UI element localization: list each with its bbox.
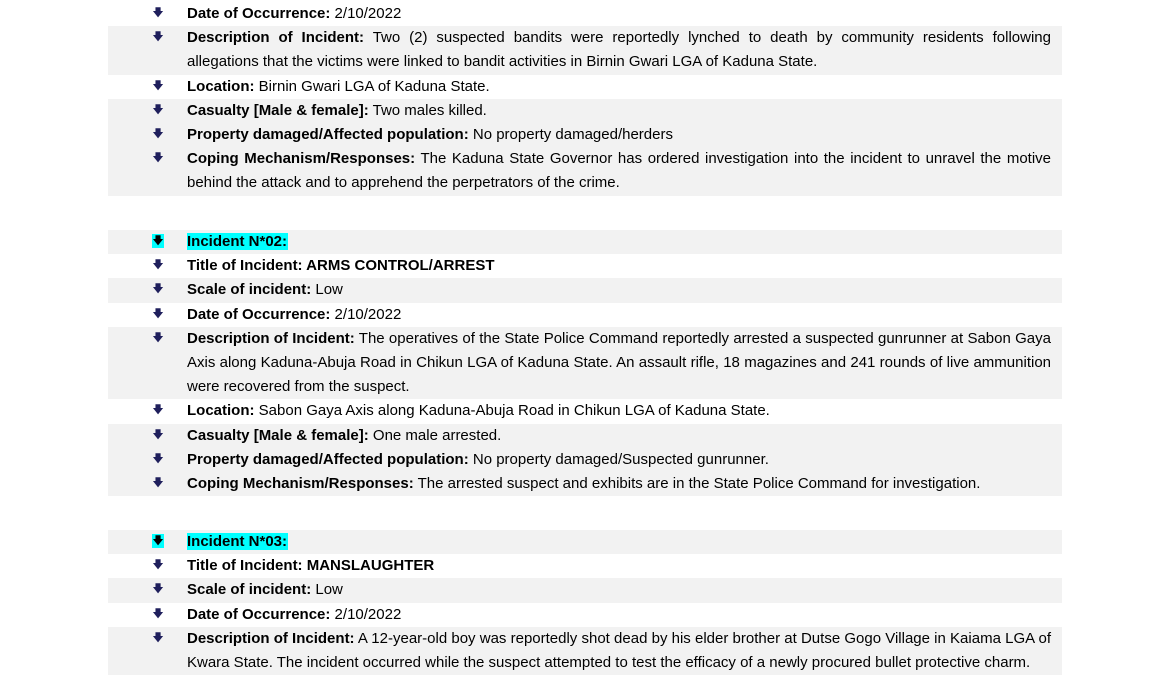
scale-label: Scale of incident:: [187, 581, 312, 599]
location-value: Sabon Gaya Axis along Kaduna-Abuja Road in Chikun LGA of Kaduna State.: [254, 402, 770, 420]
title-label: Title of Incident:: [187, 257, 303, 275]
incident-01-section: [108, 2, 1062, 196]
location-value: Birnin Gwari LGA of Kaduna State.: [254, 77, 490, 95]
arrow-down-icon: 🡇: [152, 477, 164, 490]
scale-value: Low: [311, 281, 343, 299]
arrow-down-icon: 🡇: [152, 31, 164, 44]
arrow-down-icon: 🡇: [152, 404, 164, 417]
property-label: Property damaged/Affected population:: [187, 126, 469, 144]
title-label: Title of Incident:: [187, 557, 303, 575]
date-value: 2/10/2022: [330, 605, 402, 623]
title-value: MANSLAUGHTER: [302, 557, 435, 575]
incident-heading-row: [108, 530, 1062, 554]
date-value: 2/10/2022: [330, 5, 402, 22]
arrow-down-icon: 🡇: [152, 535, 164, 547]
casualty-row: [108, 99, 1062, 123]
arrow-down-icon: 🡇: [152, 428, 164, 441]
casualty-value: Two males killed.: [368, 101, 487, 119]
arrow-down-icon: 🡇: [152, 283, 164, 296]
description-label: Description of Incident:: [187, 29, 365, 47]
scale-row: [108, 578, 1062, 602]
incident-heading: Incident N*02:: [187, 233, 288, 250]
coping-value: The arrested suspect and exhibits are in the State Police Command for investigation.: [413, 475, 981, 493]
coping-row: [108, 472, 1062, 496]
location-row: [108, 75, 1062, 99]
coping-label: Coping Mechanism/Responses:: [187, 475, 414, 493]
description-value: The operatives of the State Police Command reportedly arrested a suspected gunrunner at Sabon Gaya Axis along Kaduna-Abuja Road in Chikun LGA of Kaduna State. An assault rifle, 18 magazines and 241 rounds of live ammunition were recovered from the suspect.: [187, 329, 1051, 396]
arrow-down-icon: 🡇: [152, 79, 164, 92]
arrow-down-icon: 🡇: [152, 7, 164, 19]
arrow-down-icon: 🡇: [152, 259, 164, 272]
coping-label: Coping Mechanism/Responses:: [187, 150, 416, 168]
description-label: Description of Incident:: [187, 329, 355, 347]
property-value: No property damaged/herders: [468, 126, 673, 144]
arrow-down-icon: 🡇: [152, 307, 164, 320]
scale-value: Low: [311, 581, 343, 599]
description-label: Description of Incident:: [187, 629, 355, 647]
arrow-down-icon: 🡇: [152, 607, 164, 620]
description-row: [108, 627, 1062, 675]
scale-row: [108, 278, 1062, 302]
incident-heading: Incident N*03:: [187, 533, 288, 550]
arrow-down-icon: 🡇: [152, 128, 164, 141]
title-value: ARMS CONTROL/ARREST: [302, 257, 495, 275]
location-label: Location:: [187, 402, 255, 420]
date-row: [108, 603, 1062, 627]
property-row: [108, 448, 1062, 472]
coping-value: The Kaduna State Governor has ordered investigation into the incident to unravel the motive behind the attack and to apprehend the perpetrators of the crime.: [187, 150, 1051, 192]
date-label: Date of Occurrence:: [187, 305, 331, 323]
location-label: Location:: [187, 77, 255, 95]
arrow-down-icon: 🡇: [152, 152, 164, 165]
location-row: [108, 399, 1062, 423]
description-value: Two (2) suspected bandits were reportedly lynched to death by community residents following allegations that the victims were linked to bandit activities in Birnin Gwari LGA of Kaduna State.: [187, 29, 1051, 71]
arrow-down-icon: 🡇: [152, 583, 164, 596]
description-row: [108, 327, 1062, 400]
casualty-label: Casualty [Male & female]:: [187, 101, 369, 119]
arrow-down-icon: 🡇: [152, 559, 164, 572]
date-row: [108, 2, 1062, 26]
title-row: [108, 254, 1062, 278]
casualty-value: One male arrested.: [368, 426, 502, 444]
casualty-label: Casualty [Male & female]:: [187, 426, 369, 444]
coping-row: [108, 147, 1062, 195]
description-row: [108, 26, 1062, 74]
date-label: Date of Occurrence:: [187, 605, 331, 623]
property-value: No property damaged/Suspected gunrunner.: [468, 450, 769, 468]
incident-03-section: [108, 530, 1062, 675]
date-row: [108, 303, 1062, 327]
date-label: Date of Occurrence:: [187, 5, 331, 22]
casualty-row: [108, 424, 1062, 448]
date-value: 2/10/2022: [330, 305, 402, 323]
property-label: Property damaged/Affected population:: [187, 450, 469, 468]
property-row: [108, 123, 1062, 147]
incident-02-section: [108, 230, 1062, 496]
title-row: [108, 554, 1062, 578]
arrow-down-icon: 🡇: [152, 631, 164, 644]
incident-heading-row: [108, 230, 1062, 254]
scale-label: Scale of incident:: [187, 281, 312, 299]
description-value: A 12-year-old boy was reportedly shot dead by his elder brother at Dutse Gogo Village in Kaiama LGA of Kwara State. The incident occurred while the suspect attempted to test the efficacy of a newly procured bullet protective charm.: [187, 629, 1051, 672]
arrow-down-icon: 🡇: [152, 331, 164, 344]
arrow-down-icon: 🡇: [152, 103, 164, 116]
arrow-down-icon: 🡇: [152, 452, 164, 465]
arrow-down-icon: 🡇: [152, 235, 164, 247]
